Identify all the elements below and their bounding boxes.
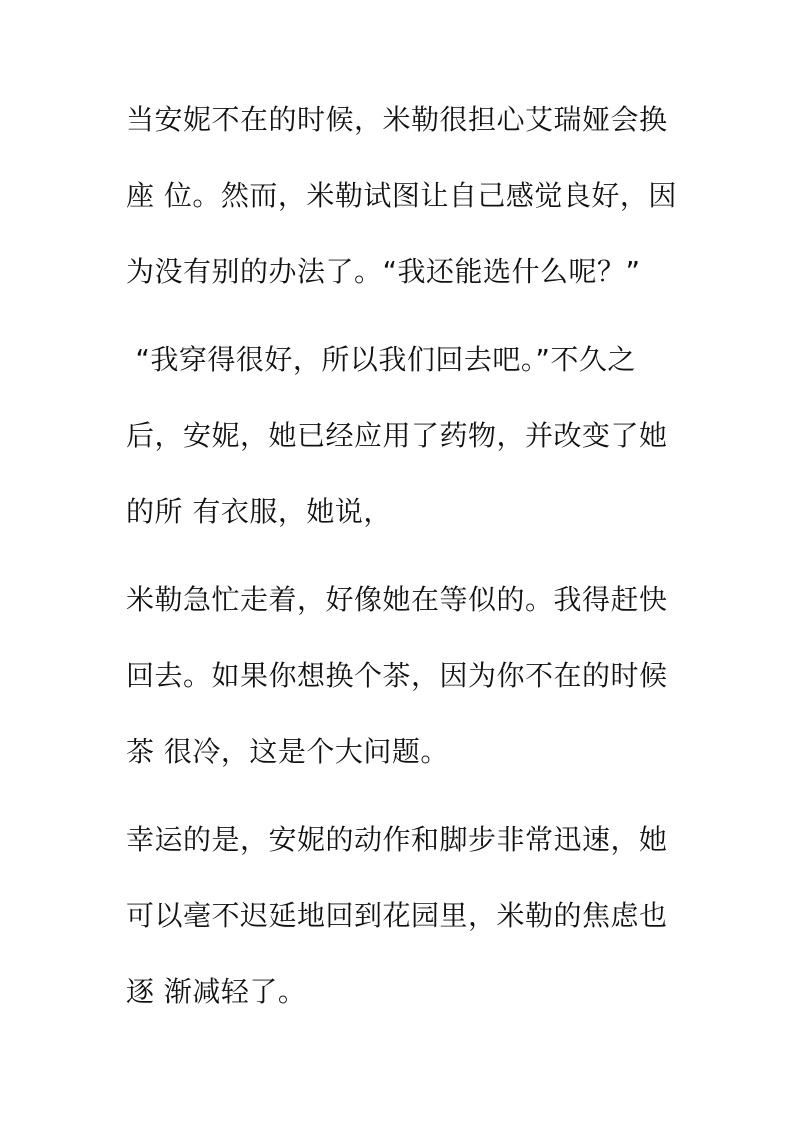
text-line: 后，安妮，她已经应用了药物，并改变了她 — [126, 419, 668, 452]
text-line: 可以毫不迟延地回到花园里，米勒的焦虑也 — [126, 899, 668, 932]
text-line: 逐 渐减轻了。 — [126, 975, 307, 1008]
text-line: “我穿得很好，所以我们回去吧。”不久之 — [126, 343, 636, 376]
text-line: 为没有别的办法了。“我还能选什么呢？” — [126, 255, 641, 288]
text-line: 的所 有衣服，她说， — [126, 495, 392, 528]
text-line: 回去。如果你想换个茶，因为你不在的时候 — [126, 659, 668, 692]
text-line: 米勒急忙走着，好像她在等似的。我得赶快 — [126, 583, 668, 616]
text-line: 当安妮不在的时候，米勒很担心艾瑞娅会换 — [126, 103, 668, 136]
text-line: 茶 很冷，这是个大问题。 — [126, 735, 449, 768]
text-line: 座 位。然而，米勒试图让自己感觉良好，因 — [126, 179, 677, 212]
text-line: 幸运的是，安妮的动作和脚步非常迅速，她 — [126, 823, 668, 856]
